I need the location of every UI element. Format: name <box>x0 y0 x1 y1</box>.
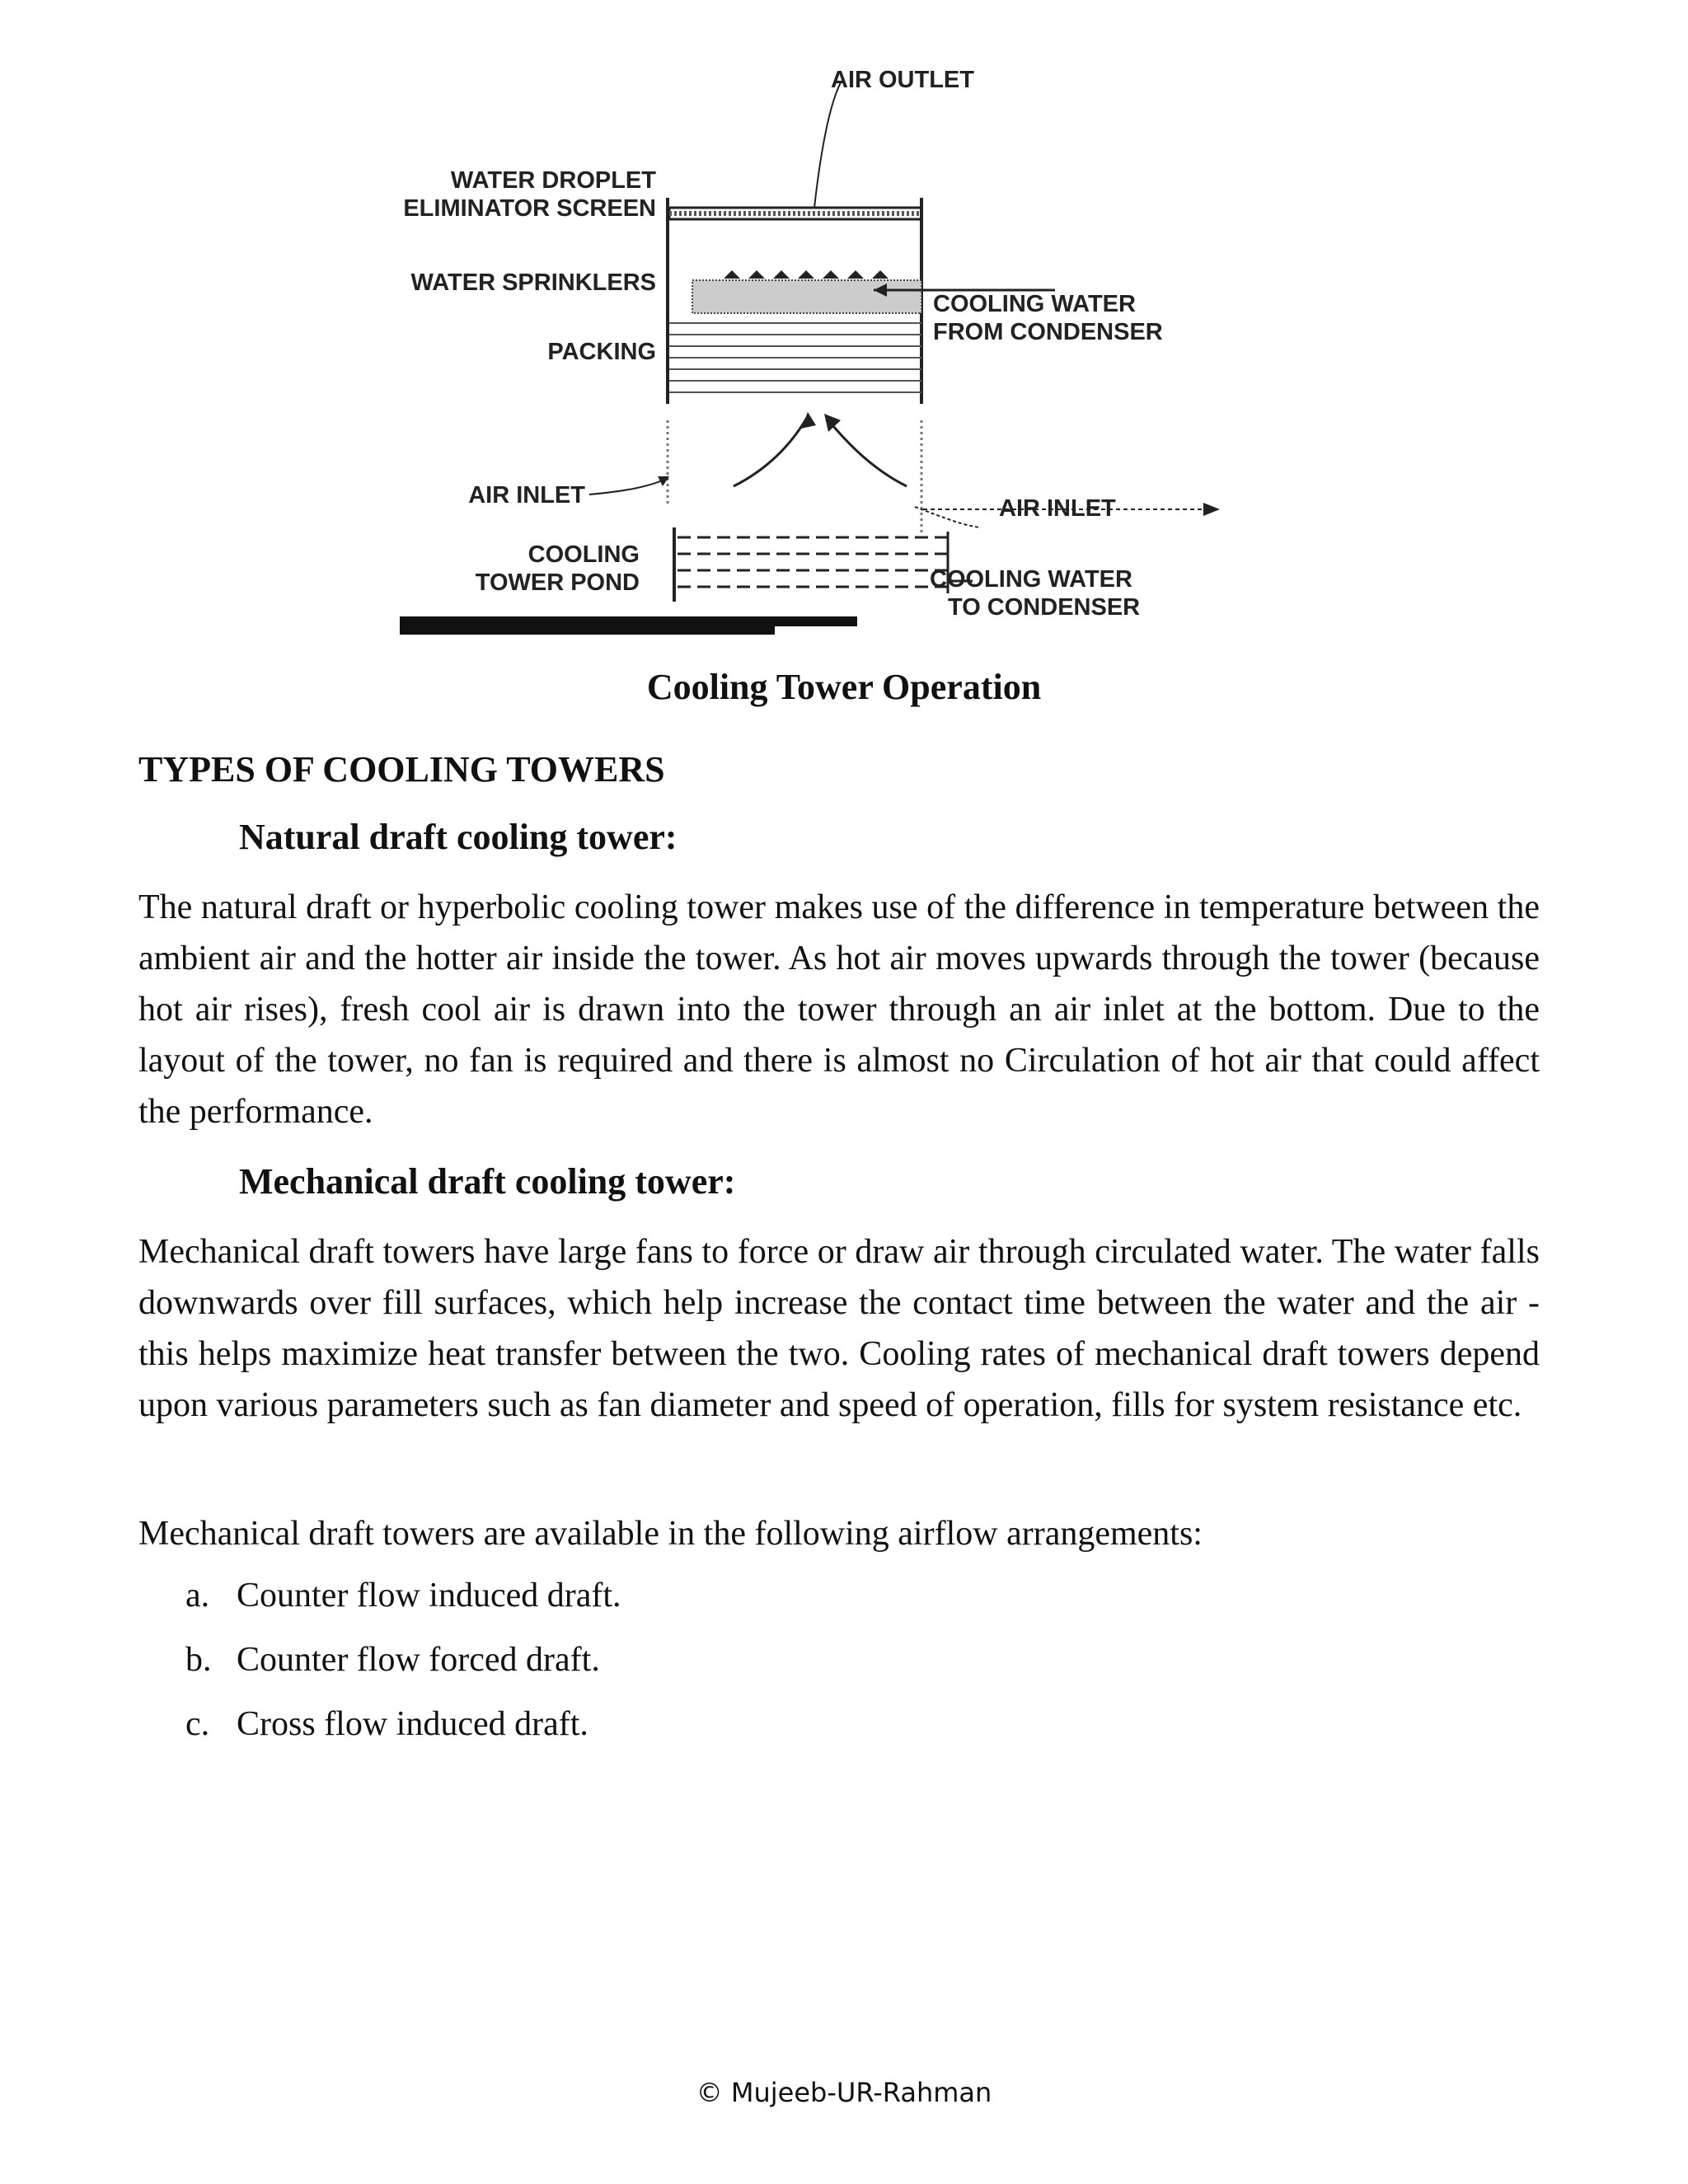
mechanical-draft-heading: Mechanical draft cooling tower: <box>239 1161 736 1202</box>
label-water-sprinklers: WATER SPRINKLERS <box>410 269 656 296</box>
label-air-outlet: AIR OUTLET <box>831 67 974 93</box>
air-inlet-left-leader <box>589 478 668 494</box>
list-marker: b. <box>185 1641 212 1679</box>
label-cooling-water-from-1: COOLING WATER <box>933 291 1136 317</box>
list-item <box>185 1576 621 1640</box>
natural-draft-paragraph: The natural draft or hyperbolic cooling tower makes use of the difference in temperature between the ambient air and the hotter air inside the tower. As hot air moves upwards through the tower (because hot air rises), fresh cool air is drawn into the tower through an air inlet at the bottom. Due to the layout of the tower, no fan is required and there is almost no Circulation of hot air that could affect the performance. <box>138 888 1540 1131</box>
sprinkler-spray <box>692 280 921 313</box>
list-item <box>185 1704 621 1769</box>
arrangements-list <box>185 1576 621 1769</box>
sprinkler-nozzles <box>724 270 889 279</box>
label-air-inlet-left: AIR INLET <box>468 482 585 509</box>
label-cooling-water-from-2: FROM CONDENSER <box>933 319 1163 345</box>
natural-draft-heading: Natural draft cooling tower: <box>239 817 678 857</box>
arrangements-intro: Mechanical draft towers are available in the following airflow arrangements: <box>138 1515 1203 1553</box>
label-air-inlet-right: AIR INLET <box>999 495 1116 522</box>
ground-slab <box>400 616 775 635</box>
list-item <box>185 1640 621 1704</box>
list-item-text: Counter flow induced draft. <box>237 1577 621 1615</box>
pond-water <box>678 537 948 587</box>
label-packing: PACKING <box>547 339 656 365</box>
mechanical-draft-paragraph: Mechanical draft towers have large fans to force or draw air through circulated water. The water falls downwards over fill surfaces, which help increase the contact time between the water and the air - this helps maximize heat transfer between the two. Cooling rates of mechanical draft towers depend upon various parameters such as fan diameter and speed of operation, fills for system resistance etc. <box>138 1233 1540 1424</box>
label-eliminator-1: WATER DROPLET <box>450 167 656 194</box>
cooling-tower-svg <box>379 58 1286 651</box>
air-flow-arrow-left <box>734 416 808 486</box>
label-pond-1: COOLING <box>528 541 640 568</box>
list-marker: c. <box>185 1705 210 1743</box>
section-heading: TYPES OF COOLING TOWERS <box>138 749 665 790</box>
air-flow-arrow-right <box>828 420 907 486</box>
packing-fill <box>669 323 921 392</box>
list-item-text: Counter flow forced draft. <box>237 1641 600 1679</box>
page-footer-copyright: © Mujeeb-UR-Rahman <box>696 2077 992 2108</box>
air-outlet-pointer <box>814 82 841 208</box>
figure-caption: Cooling Tower Operation <box>646 667 1042 707</box>
label-eliminator-2: ELIMINATOR SCREEN <box>403 195 656 222</box>
label-cooling-water-to-1: COOLING WATER <box>930 566 1132 593</box>
label-pond-2: TOWER POND <box>475 569 640 596</box>
label-cooling-water-to-2: TO CONDENSER <box>948 594 1141 621</box>
list-item-text: Cross flow induced draft. <box>237 1705 588 1743</box>
cooling-tower-diagram <box>379 58 1286 651</box>
list-marker: a. <box>185 1577 210 1615</box>
